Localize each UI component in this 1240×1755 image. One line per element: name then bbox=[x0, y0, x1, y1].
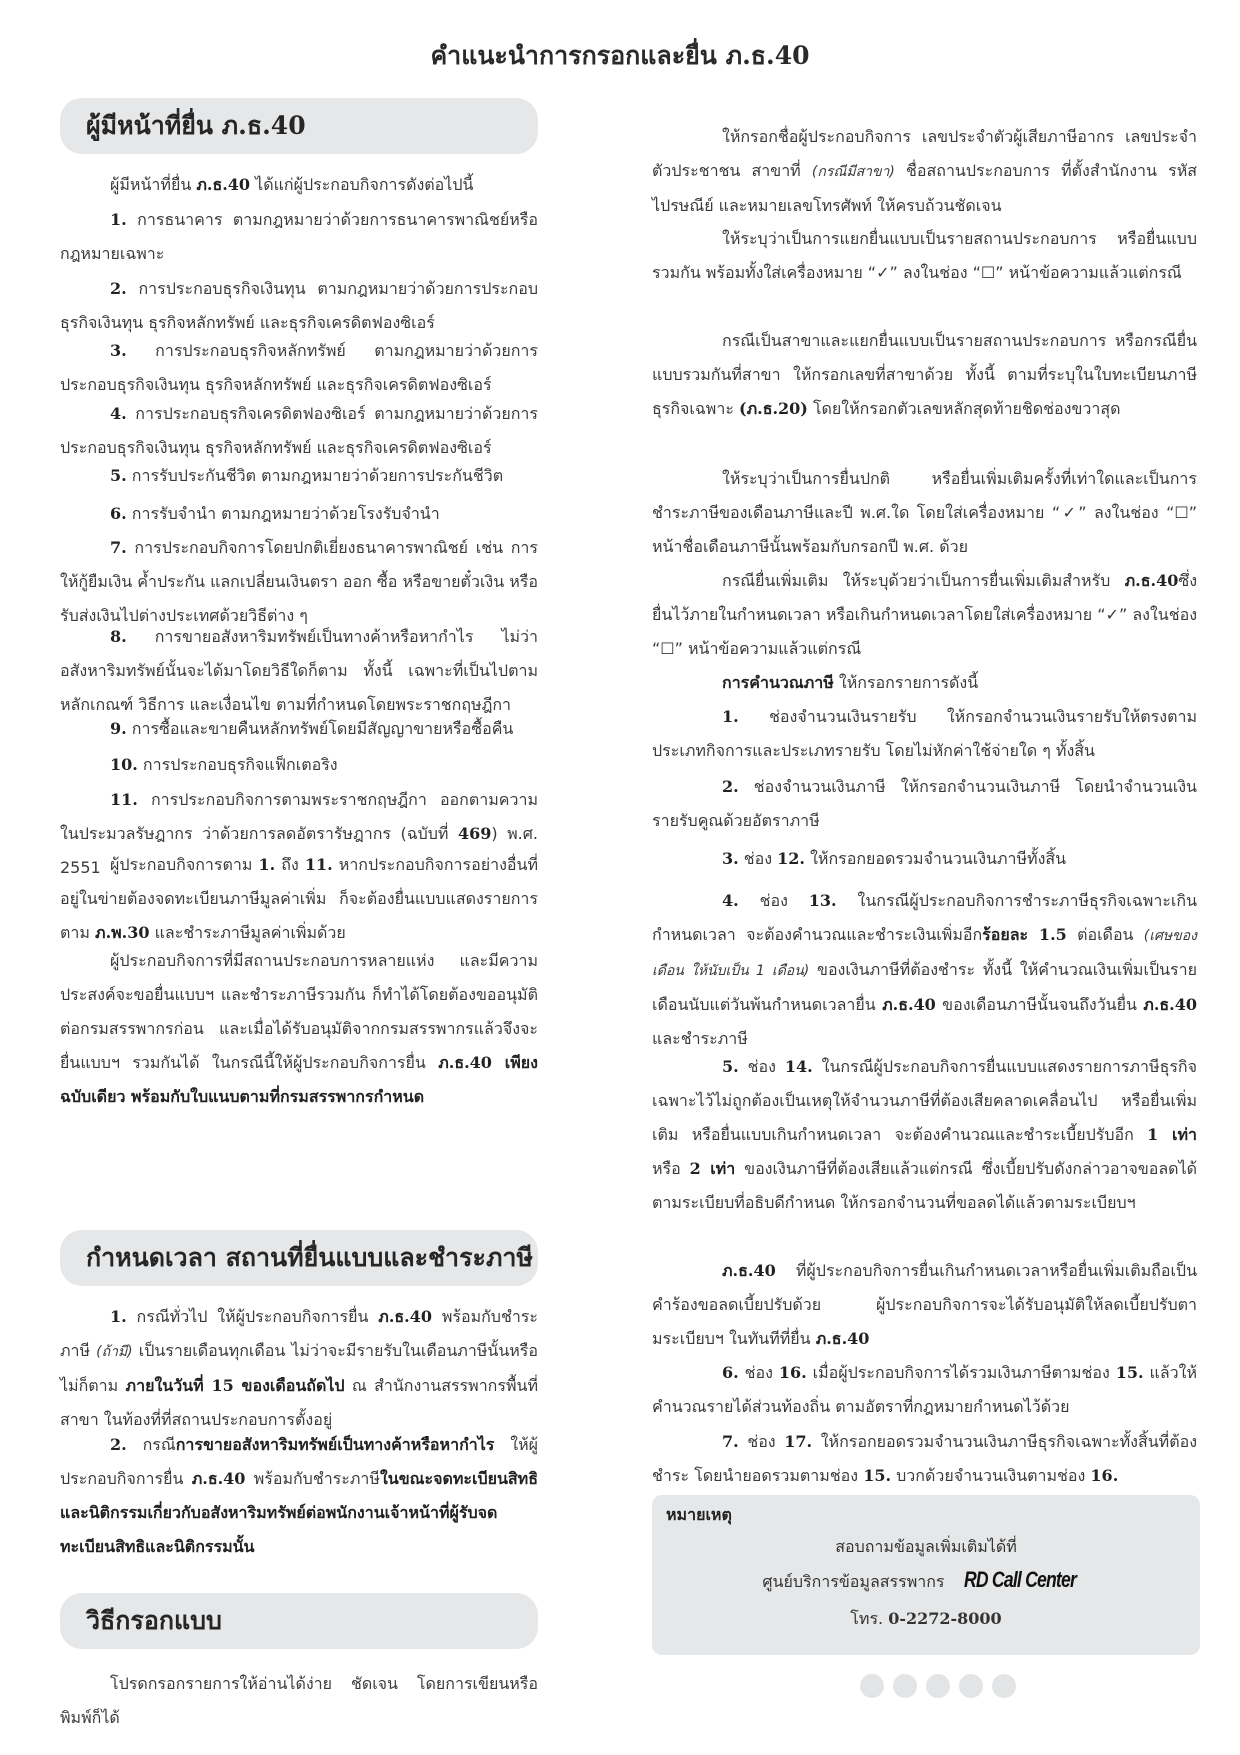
decor-dot bbox=[893, 1674, 917, 1698]
text: ให้ผู้ประกอบกิจการยื่น bbox=[60, 1435, 538, 1488]
text: ให้กรอกยอดรวมจำนวนเงินภาษีธุรกิจเฉพาะทั้งสิ้นที่ต้องชำระ โดยนำยอดรวมตามช่อง bbox=[652, 1432, 1198, 1485]
note-box bbox=[652, 1495, 1200, 1655]
box-number: 16. bbox=[778, 1363, 807, 1382]
list-item bbox=[60, 203, 538, 271]
list-item bbox=[60, 334, 538, 402]
deadline-item-2 bbox=[60, 1428, 538, 1564]
decree-number: 469 bbox=[457, 824, 492, 843]
text: ช่อง bbox=[738, 891, 809, 910]
text: กรณีเป็นสาขาและแยกยื่นแบบเป็นรายสถานประกอบการ หรือกรณียื่นแบบรวมกันที่สาขา ให้กรอกเลขที่สาขาด้วย ทั้งนี้ ตามที่ระบุในใบทะเบียนภาษีธุรกิจเฉพาะ bbox=[652, 331, 1197, 418]
form-code: (ภ.ธ.20) bbox=[739, 399, 808, 418]
penalty-note bbox=[652, 1254, 1197, 1356]
item-number: 2. bbox=[722, 777, 739, 796]
phone-label: โทร. bbox=[850, 1609, 889, 1628]
vat-note-paragraph bbox=[60, 848, 538, 950]
form-code: ภ.ธ.40 bbox=[815, 1329, 870, 1348]
intro-text: ผู้มีหน้าที่ยื่น bbox=[110, 175, 197, 194]
item-number: 7. bbox=[110, 538, 127, 557]
item-text: การประกอบธุรกิจเครดิตฟองซิเอร์ ตามกฎหมายว่าด้วยการประกอบธุรกิจเงินทุน ธุรกิจหลักทรัพย์ และธุรกิจเครดิตฟองซิเอร์ bbox=[60, 404, 538, 457]
form-code: ภ.ธ.40 bbox=[196, 175, 251, 194]
section-title: กำหนดเวลา สถานที่ยื่นแบบและชำระภาษี bbox=[86, 1243, 533, 1272]
note-inquiry-text: สอบถามข้อมูลเพิ่มเติมได้ที่ bbox=[835, 1537, 1017, 1556]
list-item bbox=[60, 620, 538, 722]
calc-item-6 bbox=[652, 1356, 1197, 1424]
fill-paragraph-1 bbox=[652, 120, 1197, 223]
calc-item-5 bbox=[652, 1050, 1197, 1220]
form-code: ภ.ธ.40 bbox=[1143, 995, 1198, 1014]
subheading: การคำนวณภาษี bbox=[722, 673, 834, 692]
item-text: การประกอบกิจการโดยปกติเยี่ยงธนาคารพาณิชย์ เช่น การให้กู้ยืมเงิน ค้ำประกัน แลกเปลี่ยนเงินตรา ออก ซื้อ หรือขายตั๋วเงิน หรือรับส่งเงินไปต่างประเทศด้วยวิธีต่าง ๆ bbox=[60, 538, 538, 625]
emphasis-text: การขายอสังหาริมทรัพย์เป็นทางค้าหรือหากำไร bbox=[175, 1435, 495, 1454]
item-number: 1. bbox=[722, 707, 739, 726]
text: ช่อง bbox=[738, 1057, 785, 1076]
note-center-name: ศูนย์บริการข้อมูลสรรพากร bbox=[762, 1572, 950, 1591]
item-number: 11. bbox=[110, 790, 138, 809]
text: ของเงินภาษีที่ต้องชำระ ทั้งนี้ ให้คำนวณเงินเพิ่มเป็นรายเดือนนับแต่วันพ้นกำหนดเวลายื่น bbox=[652, 960, 1197, 1014]
text: ผู้ประกอบกิจการตาม bbox=[110, 855, 259, 874]
text: ต่อเดือน bbox=[1066, 925, 1144, 944]
section-title: วิธีกรอกแบบ bbox=[86, 1606, 222, 1635]
item-number: 10. bbox=[110, 755, 138, 774]
page-decoration-dots bbox=[860, 1674, 1016, 1698]
text: ถึง bbox=[275, 855, 305, 874]
item-text: การซื้อและขายคืนหลักทรัพย์โดยมีสัญญาขายหรือซื้อคืน bbox=[126, 719, 514, 738]
text: พร้อมกับชำระภาษี bbox=[60, 1307, 538, 1360]
text: ของเงินภาษีที่ต้องเสียแล้วแต่กรณี ซึ่งเบี้ยปรับดังกล่าวอาจขอลดได้ตามระเบียบที่อธิบดีกำหนด ให้กรอกจำนวนที่ขอลดได้แล้วตามระเบียบฯ bbox=[652, 1159, 1197, 1212]
calc-item-2 bbox=[652, 770, 1197, 838]
rd-call-center-logo: RD Call Center bbox=[963, 1567, 1076, 1592]
item-number: 3. bbox=[722, 849, 739, 868]
text: ชื่อสถานประกอบการ ที่ตั้งสำนักงาน รหัสไปรษณีย์ และหมายเลขโทรศัพท์ ให้ครบถ้วนชัดเจน bbox=[652, 161, 1198, 215]
item-number: 2. bbox=[110, 1435, 127, 1454]
item-text: การขายอสังหาริมทรัพย์เป็นทางค้าหรือหากำไร ไม่ว่าอสังหาริมทรัพย์นั้นจะได้มาโดยวิธีใดก็ตาม ทั้งนี้ เฉพาะที่เป็นไปตามหลักเกณฑ์ วิธีการ และเงื่อนไข ตามที่กำหนดโดยพระราชกฤษฎีกา bbox=[60, 627, 538, 714]
item-number: 6. bbox=[722, 1363, 739, 1382]
text: ซึ่งยื่นไว้ภายในกำหนดเวลา หรือเกินกำหนดเวลาโดยใส่เครื่องหมาย “✓” ลงในช่อง “☐” หน้าข้อความแล้วแต่กรณี bbox=[652, 571, 1197, 658]
section-title: ผู้มีหน้าที่ยื่น ภ.ธ.40 bbox=[86, 111, 306, 140]
text: เมื่อผู้ประกอบกิจการได้รวมเงินภาษีตามช่อง bbox=[806, 1363, 1116, 1382]
fill-paragraph-3 bbox=[652, 324, 1197, 426]
ref: 11. bbox=[304, 855, 333, 874]
item-text: การประกอบธุรกิจหลักทรัพย์ ตามกฎหมายว่าด้วยการประกอบธุรกิจเงินทุน ธุรกิจหลักทรัพย์ และธุรกิจเครดิตฟองซิเอร์ bbox=[60, 341, 538, 394]
list-item bbox=[60, 531, 538, 633]
text: เป็นรายเดือนทุกเดือน ไม่ว่าจะมีรายรับในเดือนภาษีนั้นหรือไม่ก็ตาม bbox=[60, 1341, 538, 1395]
penalty-multiplier: 1 เท่า bbox=[1147, 1125, 1197, 1144]
decor-dot bbox=[992, 1674, 1016, 1698]
list-item bbox=[60, 748, 538, 782]
item-number: 3. bbox=[110, 341, 127, 360]
text: ให้กรอกยอดรวมจำนวนเงินภาษีทั้งสิ้น bbox=[805, 849, 1067, 868]
text: โปรดกรอกรายการให้อ่านได้ง่าย ชัดเจน โดยการเขียนหรือพิมพ์ก็ได้ bbox=[60, 1674, 538, 1727]
deadline-item-1 bbox=[60, 1300, 538, 1437]
decor-dot bbox=[959, 1674, 983, 1698]
item-text: การรับประกันชีวิต ตามกฎหมายว่าด้วยการประกันชีวิต bbox=[126, 466, 504, 485]
item-text: การรับจำนำ ตามกฎหมายว่าด้วยโรงรับจำนำ bbox=[126, 504, 440, 523]
list-item bbox=[60, 459, 538, 493]
calc-item-1 bbox=[652, 700, 1197, 768]
note-title: หมายเหตุ bbox=[666, 1505, 732, 1524]
text: ให้ระบุว่าเป็นการแยกยื่นแบบเป็นรายสถานประกอบการ หรือยื่นแบบรวมกัน พร้อมทั้งใส่เครื่องหมาย “✓” ลงในช่อง “☐” หน้าข้อความแล้วแต่กรณี bbox=[652, 229, 1197, 282]
calc-item-4 bbox=[652, 884, 1197, 1056]
item-number: 1. bbox=[110, 210, 127, 229]
note-call-center-line bbox=[652, 1567, 1200, 1595]
item-text: การประกอบธุรกิจเงินทุน ตามกฎหมายว่าด้วยการประกอบธุรกิจเงินทุน ธุรกิจหลักทรัพย์ และธุรกิจเครดิตฟองซิเอร์ bbox=[60, 279, 538, 332]
box-number: 14. bbox=[784, 1057, 813, 1076]
fill-paragraph-2 bbox=[652, 222, 1197, 290]
item-text: การประกอบกิจการตามพระราชกฤษฎีกา ออกตามความในประมวลรัษฎากร ว่าด้วยการลดอัตรารัษฎากร (ฉบับที่ bbox=[60, 790, 538, 843]
section-header-who-must-file bbox=[60, 98, 538, 154]
item-number: 7. bbox=[722, 1432, 739, 1451]
box-number: 15. bbox=[863, 1466, 892, 1485]
item-text: ) พ.ศ. 2551 bbox=[60, 824, 539, 877]
deadline-emphasis: ภายในวันที่ 15 ของเดือนถัดไป bbox=[125, 1376, 345, 1395]
form-code: ภ.ธ.40 bbox=[191, 1469, 246, 1488]
text: ในกรณีผู้ประกอบกิจการชำระภาษีธุรกิจเฉพาะเกินกำหนดเวลา จะต้องคำนวณและชำระเงินเพิ่มอีก bbox=[652, 891, 1198, 944]
intro-paragraph bbox=[60, 168, 538, 202]
calc-item-3 bbox=[652, 842, 1197, 876]
italic-note: (ถ้ามี) bbox=[96, 1344, 133, 1360]
section-header-deadline bbox=[60, 1230, 538, 1286]
text: บวกด้วยจำนวนเงินตามช่อง bbox=[891, 1466, 1091, 1485]
page-title: คำแนะนำการกรอกและยื่น ภ.ธ.40 bbox=[430, 41, 810, 70]
text: ช่อง bbox=[738, 1363, 779, 1382]
decor-dot bbox=[860, 1674, 884, 1698]
list-item bbox=[60, 397, 538, 465]
box-number: 16. bbox=[1090, 1466, 1119, 1485]
list-item bbox=[60, 497, 538, 531]
note-phone-line bbox=[652, 1607, 1200, 1632]
form-code: ภ.ธ.40 bbox=[722, 1261, 776, 1280]
emphasis-text: ในขณะจดทะเบียนสิทธิและนิติกรรมเกี่ยวกับอสังหาริมทรัพย์ต่อพนักงานเจ้าหน้าที่ผู้รับจดทะเบียนสิทธิและนิติกรรมนั้น bbox=[60, 1469, 538, 1556]
box-number: 17. bbox=[784, 1432, 813, 1451]
item-number: 8. bbox=[110, 627, 127, 646]
item-number: 5. bbox=[110, 466, 127, 485]
item-number: 6. bbox=[110, 504, 127, 523]
text: กรณียื่นเพิ่มเติม ให้ระบุด้วยว่าเป็นการยื่นเพิ่มเติมสำหรับ bbox=[722, 571, 1125, 590]
item-number: 9. bbox=[110, 719, 127, 738]
text: ให้กรอกชื่อผู้ประกอบกิจการ เลขประจำตัวผู้เสียภาษีอากร เลขประจำตัวประชาชน สาขาที่ bbox=[652, 127, 1197, 180]
penalty-multiplier: 2 เท่า bbox=[689, 1159, 736, 1178]
italic-note: (เศษของเดือน ให้นับเป็น 1 เดือน) bbox=[652, 928, 1197, 979]
phone-number: 0-2272-8000 bbox=[888, 1609, 1002, 1628]
item-text: การธนาคาร ตามกฎหมายว่าด้วยการธนาคารพาณิชย์หรือกฎหมายเฉพาะ bbox=[60, 210, 538, 263]
text: ช่องจำนวนเงินรายรับ ให้กรอกจำนวนเงินรายรับให้ตรงตามประเภทกิจการและประเภทรายรับ โดยไม่หักค่าใช้จ่ายใด ๆ ทั้งสิ้น bbox=[652, 707, 1197, 760]
item-number: 4. bbox=[722, 891, 739, 910]
box-number: 13. bbox=[808, 891, 837, 910]
emphasis-text: ภ.ธ.40 เพียงฉบับเดียว พร้อมกับใบแนบตามที่กรมสรรพากรกำหนด bbox=[60, 1053, 538, 1106]
text: ณ สำนักงานสรรพากรพื้นที่สาขา ในท้องที่ที่สถานประกอบการตั้งอยู่ bbox=[60, 1376, 538, 1429]
fill-paragraph-4 bbox=[652, 462, 1197, 564]
decor-dot bbox=[926, 1674, 950, 1698]
how-to-fill-intro bbox=[60, 1667, 538, 1735]
text: พร้อมกับชำระภาษี bbox=[245, 1469, 380, 1488]
italic-note: (กรณีมีสาขา) bbox=[811, 164, 895, 180]
intro-text: ได้แก่ผู้ประกอบกิจการดังต่อไปนี้ bbox=[250, 175, 474, 194]
text: และชำระภาษีมูลค่าเพิ่มด้วย bbox=[149, 923, 346, 942]
surcharge-rate: ร้อยละ 1.5 bbox=[982, 925, 1067, 944]
text: ช่องจำนวนเงินภาษี ให้กรอกจำนวนเงินภาษี โดยนำจำนวนเงินรายรับคูณด้วยอัตราภาษี bbox=[652, 777, 1197, 830]
calc-item-7 bbox=[652, 1425, 1197, 1493]
text: โดยให้กรอกตัวเลขหลักสุดท้ายชิดช่องขวาสุด bbox=[807, 399, 1121, 418]
item-text: การประกอบธุรกิจแฟ็กเตอริง bbox=[137, 755, 338, 774]
form-code: ภ.ธ.40 bbox=[1124, 571, 1179, 590]
text: แล้วให้คำนวณรายได้ส่วนท้องถิ่น ตามอัตราที่กฎหมายกำหนดไว้ด้วย bbox=[652, 1363, 1198, 1416]
list-item bbox=[60, 272, 538, 340]
box-number: 12. bbox=[777, 849, 805, 868]
item-number: 1. bbox=[110, 1307, 127, 1326]
item-number: 2. bbox=[110, 279, 127, 298]
tax-calc-heading bbox=[652, 666, 1197, 700]
item-number: 5. bbox=[722, 1057, 739, 1076]
text: ช่อง bbox=[738, 1432, 785, 1451]
text: ให้ระบุว่าเป็นการยื่นปกติ หรือยื่นเพิ่มเติมครั้งที่เท่าใดและเป็นการชำระภาษีของเดือนภาษีและปี พ.ศ.ใด โดยใส่เครื่องหมาย “✓” ลงในช่อง “☐” หน้าชื่อเดือนภาษีนั้นพร้อมกับกรอกปี พ.ศ. ด้วย bbox=[652, 469, 1197, 556]
fill-paragraph-5 bbox=[652, 564, 1197, 666]
text: ให้กรอกรายการดังนี้ bbox=[833, 673, 979, 692]
item-number: 4. bbox=[110, 404, 127, 423]
multi-location-paragraph bbox=[60, 944, 538, 1114]
text: กรณีทั่วไป ให้ผู้ประกอบกิจการยื่น bbox=[126, 1307, 379, 1326]
text: ของเดือนภาษีนั้นจนถึงวันยื่น bbox=[935, 995, 1144, 1014]
text: กรณี bbox=[126, 1435, 176, 1454]
text: ช่อง bbox=[738, 849, 778, 868]
form-code: ภ.ธ.40 bbox=[378, 1307, 432, 1326]
text: หรือ bbox=[652, 1159, 690, 1178]
text: ที่ผู้ประกอบกิจการยื่นเกินกำหนดเวลาหรือยื่นเพิ่มเติมถือเป็นคำร้องขอลดเบี้ยปรับด้วย ผู้ประกอบกิจการจะได้รับอนุมัติให้ลดเบี้ยปรับตามระเบียบฯ ในทันทีที่ยื่น bbox=[652, 1261, 1197, 1348]
form-code: ภ.ธ.40 bbox=[882, 995, 936, 1014]
section-header-how-to-fill bbox=[60, 1593, 538, 1649]
text: ในกรณีผู้ประกอบกิจการยื่นแบบแสดงรายการภาษีธุรกิจเฉพาะไว้ไม่ถูกต้องเป็นเหตุให้จำนวนภาษีที่ต้องเสียคลาดเคลื่อนไป หรือยื่นเพิ่มเติม หรือยื่นแบบเกินกำหนดเวลา จะต้องคำนวณและชำระเบี้ยปรับอีก bbox=[652, 1057, 1197, 1144]
list-item bbox=[60, 712, 538, 746]
box-number: 15. bbox=[1115, 1363, 1144, 1382]
ref: 1. bbox=[258, 855, 276, 874]
text: ผู้ประกอบกิจการที่มีสถานประกอบการหลายแห่ง และมีความประสงค์จะขอยื่นแบบฯ และชำระภาษีรวมกัน ก็ทำได้โดยต้องขออนุมัติต่อกรมสรรพากรก่อน และเมื่อได้รับอนุมัติจากกรมสรรพากรแล้วจึงจะยื่นแบบฯ รวมกันได้ ในกรณีนี้ให้ผู้ประกอบกิจการยื่น bbox=[60, 951, 538, 1072]
form-code: ภ.พ.30 bbox=[95, 923, 150, 942]
text: หากประกอบกิจการอย่างอื่นที่อยู่ในข่ายต้องจดทะเบียนภาษีมูลค่าเพิ่ม ก็จะต้องยื่นแบบแสดงรายการตาม bbox=[60, 855, 538, 942]
text: และชำระภาษี bbox=[652, 1029, 748, 1048]
